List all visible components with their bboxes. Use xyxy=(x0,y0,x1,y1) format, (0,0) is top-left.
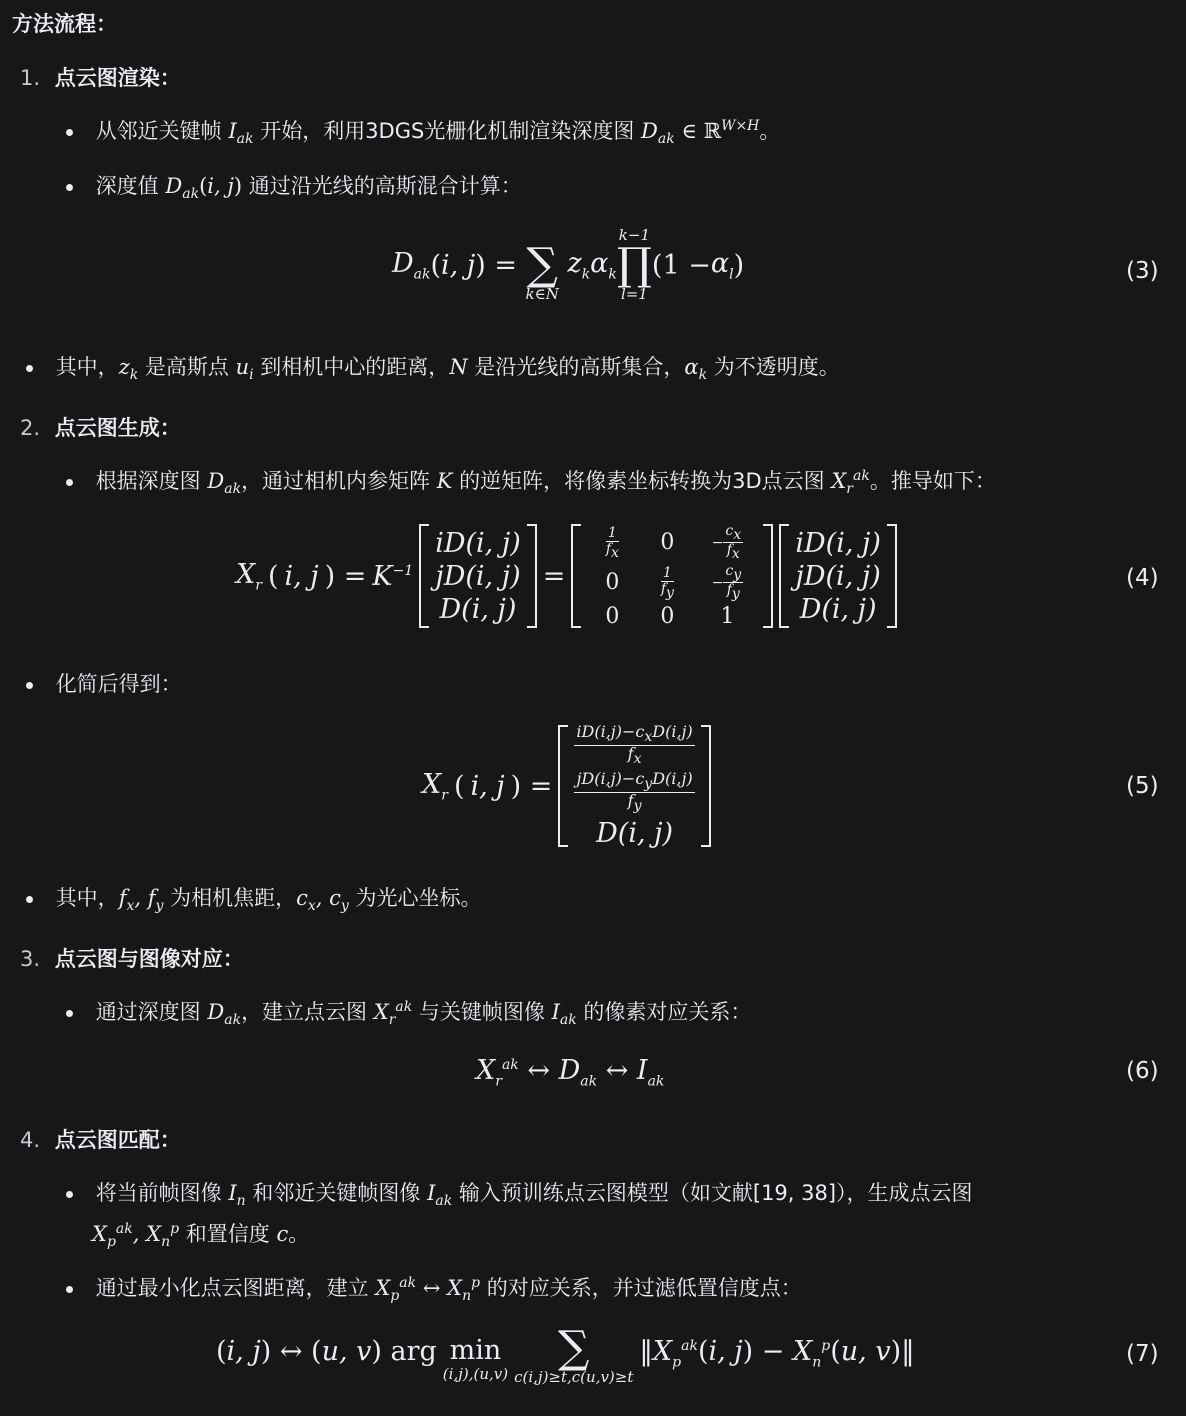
section-4-header xyxy=(20,1124,181,1154)
section-number: 2. xyxy=(20,416,41,440)
equation-number: (6) xyxy=(1126,1058,1159,1084)
list-item: 其中，$z_k$ 是高斯点 $u_i$ 到相机中心的距离，N 是沿光线的高斯集合，$\alpha_k$ 为不透明度。 xyxy=(26,351,840,383)
bullet-icon xyxy=(66,1010,73,1017)
bullet-icon xyxy=(66,479,73,486)
equation-number: (5) xyxy=(1126,773,1159,799)
section-number: 4. xyxy=(20,1128,41,1152)
bullet-icon xyxy=(26,365,33,372)
bullet-icon xyxy=(26,682,33,689)
section-1-header xyxy=(20,62,181,92)
bullet-icon xyxy=(66,129,73,136)
list-item: 将当前帧图像 $I_n$ 和邻近关键帧图像 $I_{ak}$ 输入预训练点云图模型（如文献[19, 38]），生成点云图 xyxy=(66,1177,973,1209)
section-title: 点云图生成： xyxy=(54,416,181,440)
equation-7: (i, j) ↔ (u, v) arg min (i,j),(u,v) ∑ c(i,j)≥t,c(u,v)≥t $‖X_p^{ak}(i$, $j) - X_n^p(u$, v)‖ xyxy=(216,1322,915,1386)
equation-number: (4) xyxy=(1126,565,1159,591)
section-number: 1. xyxy=(20,66,41,90)
list-item: 其中，$f_x$, $f_y$ 为相机焦距，$c_x$, $c_y$ 为光心坐标。 xyxy=(26,882,482,914)
list-item: 通过深度图 $D_{ak}$，建立点云图 $X_r^{ak}$ 与关键帧图像 $I_{ak}$ 的像素对应关系： xyxy=(66,996,751,1028)
bullet-icon xyxy=(66,184,73,191)
bullet-icon xyxy=(26,896,33,903)
equation-4: $X_r$ ( i, j ) = $K^{-1}$ iD(i, j) jD(i, j) D(i, j) = $\frac{1}{f_x}$ 0 − $\frac{c_x}{f_x}$ 0 $\frac{1}{f_y}$ − $\frac{c_y}{f_y}$ 0 0 1 iD(i, j) jD(i, j) D(i, j) xyxy=(236,524,897,629)
section-3-header xyxy=(20,943,244,973)
list-item: 通过最小化点云图距离，建立 $X_p^{ak}$ ↔ $X_n^p$ 的对应关系，并过滤低置信度点： xyxy=(66,1272,802,1304)
section-2-header xyxy=(20,412,181,442)
section-title: 点云图匹配： xyxy=(54,1128,181,1152)
equation-5: $X_r$ ( i, j ) = $\frac{iD(i,j)-c_xD(i,j)}{f_x}$ $\frac{jD(i,j)-c_yD(i,j)}{f_y}$ D(i, j) xyxy=(422,724,711,849)
list-item: 深度值 $D_{ak}(i$, j) 通过沿光线的高斯混合计算： xyxy=(66,170,522,202)
section-number: 3. xyxy=(20,947,41,971)
equation-number: (7) xyxy=(1126,1341,1159,1367)
list-item-continuation: $X_p^{ak}$, $X_n^p$ 和置信度 c。 xyxy=(92,1221,310,1251)
list-item: 根据深度图 $D_{ak}$，通过相机内参矩阵 K 的逆矩阵，将像素坐标转换为3D点云图 $X_r^{ak}$。推导如下： xyxy=(66,465,996,497)
list-item: 从邻近关键帧 $I_{ak}$ 开始，利用3DGS光栅化机制渲染深度图 $D_{ak}$ ∈ ℝ$^{W\times H}$。 xyxy=(66,115,780,147)
page-heading: 方法流程： xyxy=(12,12,117,36)
list-item: 化简后得到： xyxy=(26,668,182,698)
bullet-icon xyxy=(66,1286,73,1293)
section-title: 点云图与图像对应： xyxy=(54,947,244,971)
equation-3: $D_{ak}$ ( i, j ) = ∑ k∈N $z_k\alpha_k$ k−1 ∏ l=1 (1 − $\alpha_l$ ) xyxy=(392,226,745,303)
section-title: 点云图渲染： xyxy=(54,66,181,90)
bullet-icon xyxy=(66,1191,73,1198)
equation-6: $X_r^{ak}$ ↔ $D_{ak}$ ↔ $I_{ak}$ xyxy=(476,1055,665,1090)
equation-number: (3) xyxy=(1126,258,1159,284)
